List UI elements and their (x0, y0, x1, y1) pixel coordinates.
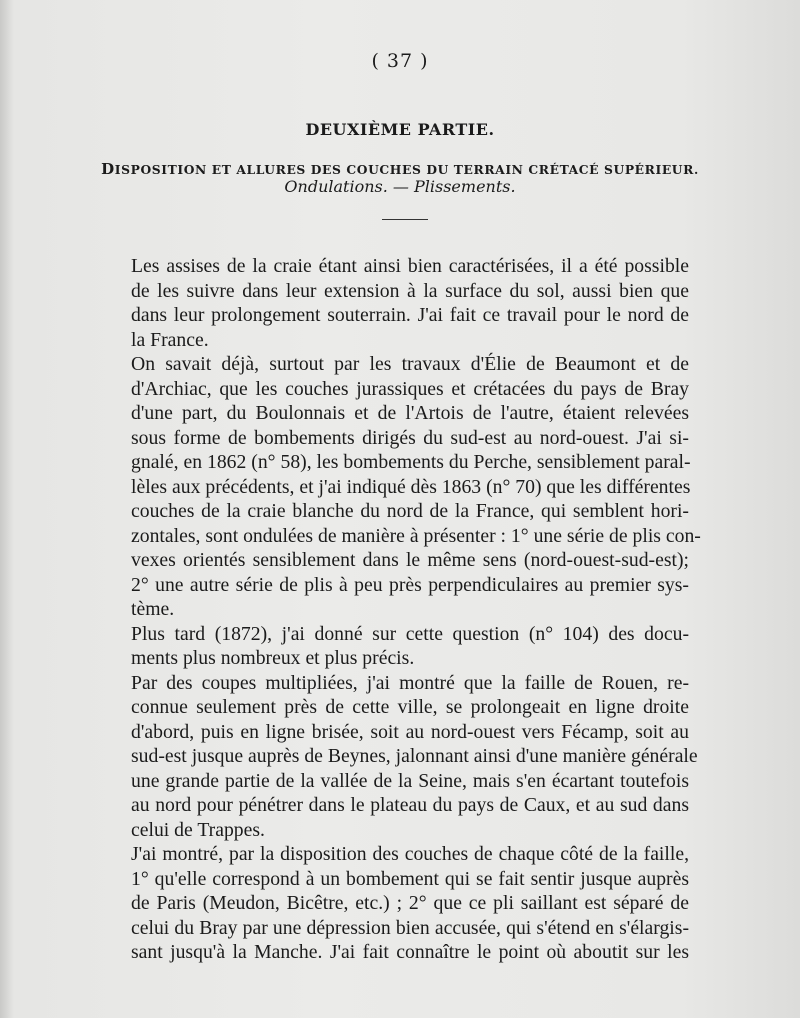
text-line: au nord pour pénétrer dans le plateau du pays de Caux, et au sud dans (131, 794, 689, 816)
text-line: zontales, sont ondulées de manière à présenter : 1° une série de plis con- (131, 524, 701, 547)
text-line: sous forme de bombements dirigés du sud-est au nord-ouest. J'ai si- (131, 426, 689, 449)
text-line: d'Archiac, que les couches jurassiques et crétacées du pays de Bray (131, 377, 689, 400)
text-line: Les assises de la craie étant ainsi bien caractérisées, il a été possible (131, 255, 689, 277)
text-line: vexes orientés sensiblement dans le même sens (nord-ouest-sud-est); (131, 549, 689, 571)
text-line: de les suivre dans leur extension à la surface du sol, aussi bien que (131, 279, 689, 302)
text-line: connue seulement près de cette ville, se prolongeait en ligne droite (131, 696, 689, 718)
text-line: tème. (131, 598, 175, 620)
body-text (131, 254, 701, 965)
text-line: celui du Bray par une dépression bien accusée, qui s'étend en s'élargis- (131, 916, 689, 939)
page-number: ( 37 ) (371, 50, 429, 72)
text-line: dans leur prolongement souterrain. J'ai fait ce travail pour le nord de (131, 304, 689, 326)
text-line: gnalé, en 1862 (n° 58), les bombements du Perche, sensiblement paral- (131, 451, 691, 473)
text-line: une grande partie de la vallée de la Seine, mais s'en écartant toutefois (131, 769, 689, 792)
section-subtitle (0, 160, 800, 178)
part-title: DEUXIÈME PARTIE. (305, 120, 495, 139)
text-line: ments plus nombreux et plus précis. (131, 647, 415, 669)
text-line: d'abord, puis en ligne brisée, soit au nord-ouest vers Fécamp, soit au (131, 720, 689, 743)
text-line: couches de la craie blanche du nord de la France, qui semblent hori- (131, 500, 689, 522)
text-line: Plus tard (1872), j'ai donné sur cette question (n° 104) des docu- (131, 622, 689, 645)
text-line: sud-est jusque auprès de Beynes, jalonnant ainsi d'une manière générale (131, 745, 698, 767)
section-subheading: Ondulations. — Plissements. (284, 177, 516, 196)
text-line: lèles aux précédents, et j'ai indiqué dès 1863 (n° 70) que les différentes (131, 475, 691, 498)
subtitle-initial: D (101, 160, 115, 178)
text-line: la France. (131, 328, 209, 351)
text-line: d'une part, du Boulonnais et de l'Artois de l'autre, étaient relevées (131, 402, 689, 424)
subtitle-rest: ISPOSITION ET ALLURES DES COUCHES DU TERRAIN CRÉTACÉ SUPÉRIEUR. (114, 162, 699, 177)
text-line: On savait déjà, surtout par les travaux d'Élie de Beaumont et de (131, 353, 689, 375)
text-line: celui de Trappes. (131, 818, 265, 841)
text-line: J'ai montré, par la disposition des couches de chaque côté de la faille, (131, 843, 689, 865)
text-line: de Paris (Meudon, Bicêtre, etc.) ; 2° que ce pli saillant est séparé de (131, 892, 689, 914)
section-divider (382, 219, 428, 220)
text-line: sant jusqu'à la Manche. J'ai fait connaître le point où aboutit sur les (131, 941, 689, 963)
text-line: 1° qu'elle correspond à un bombement qui se fait sentir jusque auprès (131, 867, 689, 890)
text-line: Par des coupes multipliées, j'ai montré que la faille de Rouen, re- (131, 671, 689, 694)
text-line: 2° une autre série de plis à peu près perpendiculaires au premier sys- (131, 573, 689, 596)
